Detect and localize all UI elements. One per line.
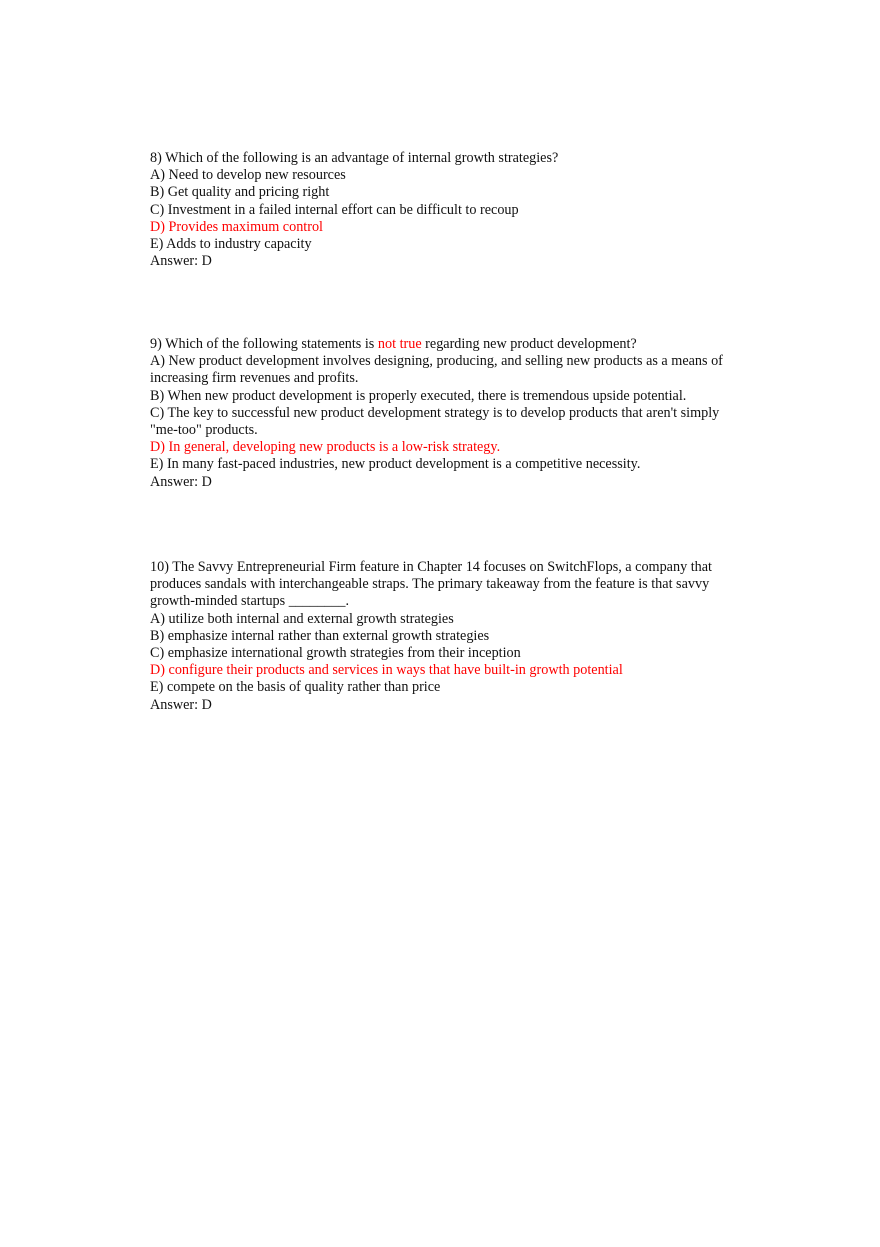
answer-line: Answer: D (150, 696, 212, 713)
option-d-correct: D) In general, developing new products is a low-risk strategy. (150, 439, 501, 456)
option-a: A) utilize both internal and external growth strategies (150, 610, 454, 627)
stem-before: 9) Which of the following statements is (150, 336, 378, 352)
question-stem: 8) Which of the following is an advantage of internal growth strategies? (150, 150, 559, 166)
option-a: A) Need to develop new resources (150, 167, 346, 184)
option-e: E) In many fast-paced industries, new product development is a competitive necessity. (150, 456, 641, 473)
question-stem: 10) The Savvy Entrepreneurial Firm feature in Chapter 14 focuses on SwitchFlops, a company that produces sandals with interchangeable straps. The primary takeaway from the feature is that savvy growth-minded startups ________. (150, 559, 712, 610)
answer-line: Answer: D (150, 473, 212, 490)
option-b: B) Get quality and pricing right (150, 184, 330, 201)
option-d-correct: D) Provides maximum control (150, 218, 323, 235)
question-8 (150, 150, 740, 270)
question-10 (150, 559, 740, 714)
option-e: E) Adds to industry capacity (150, 236, 312, 253)
stem-after: regarding new product development? (421, 336, 637, 352)
option-d-correct: D) configure their products and services in ways that have built-in growth potential (150, 662, 623, 679)
stem-highlight: not true (377, 336, 422, 352)
option-a: A) New product development involves designing, producing, and selling new products as a means of increasing firm revenues and profits. (150, 353, 723, 387)
option-b: B) emphasize internal rather than external growth strategies (150, 627, 490, 644)
option-c: C) The key to successful new product development strategy is to develop products that aren't simply "me-too" products. (150, 404, 720, 439)
answer-line: Answer: D (150, 253, 212, 270)
option-e: E) compete on the basis of quality rather than price (150, 679, 441, 696)
option-c: C) Investment in a failed internal effort can be difficult to recoup (150, 201, 519, 218)
option-c: C) emphasize international growth strategies from their inception (150, 645, 521, 662)
option-b: B) When new product development is properly executed, there is tremendous upside potential. (150, 387, 687, 404)
question-stem (150, 336, 740, 353)
question-9 (150, 336, 740, 491)
